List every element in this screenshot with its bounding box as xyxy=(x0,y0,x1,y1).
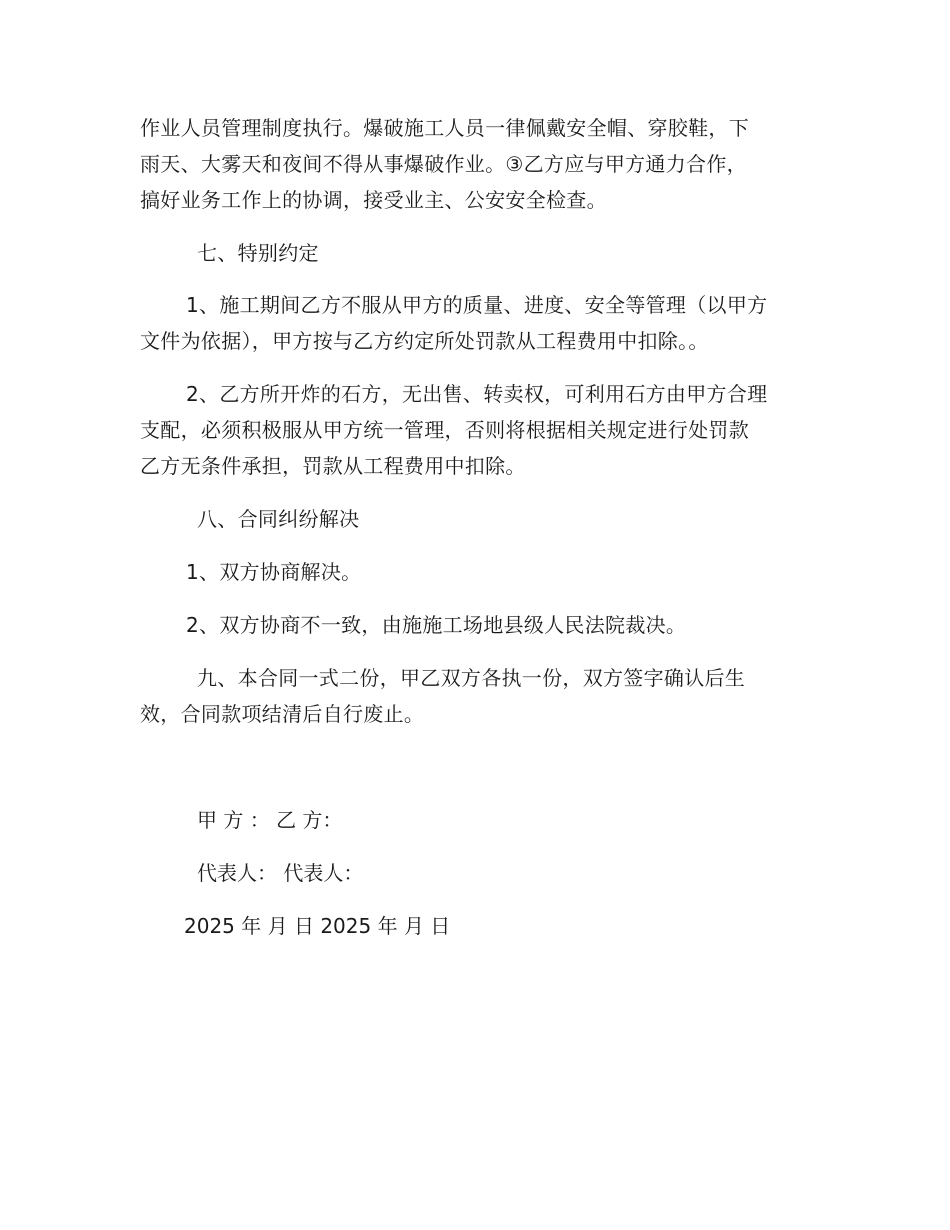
safety-paragraph-line-3: 搞好业务工作上的协调，接受业主、公安安全检查。 xyxy=(140,188,607,212)
section-8-item-2: 2、双方协商不一致，由施施工场地县级人民法院裁决。 xyxy=(186,613,687,637)
section-8-item-1: 1、双方协商解决。 xyxy=(186,560,362,584)
safety-paragraph-line-2: 雨天、大雾天和夜间不得从事爆破作业。③乙方应与甲方通力合作， xyxy=(140,152,747,176)
section-9-line-1: 九、本合同一式二份，甲乙双方各执一份，双方签字确认后生 xyxy=(197,666,746,690)
section-7-item-2-line-1: 2、乙方所开炸的石方，无出售、转卖权，可利用石方由甲方合理 xyxy=(186,382,768,406)
signature-party-line: 甲 方 ： 乙 方： xyxy=(197,808,343,832)
safety-paragraph-line-1: 作业人员管理制度执行。爆破施工人员一律佩戴安全帽、穿胶鞋，下 xyxy=(140,116,749,140)
section-7-title: 七、特别约定 xyxy=(197,241,319,265)
section-9-line-2: 效，合同款项结清后自行废止。 xyxy=(140,702,425,726)
section-7-item-1-line-2: 文件为依据），甲方按与乙方约定所处罚款从工程费用中扣除。。 xyxy=(140,329,709,353)
section-7-item-1-line-1: 1、施工期间乙方不服从甲方的质量、进度、安全等管理（以甲方 xyxy=(186,293,768,317)
signature-representative-line: 代表人： 代表人： xyxy=(197,861,364,885)
section-7-item-2-line-3: 乙方无条件承担，罚款从工程费用中扣除。 xyxy=(140,454,526,478)
signature-date-line: 2025 年 月 日 2025 年 月 日 xyxy=(184,914,451,938)
section-7-item-2-line-2: 支配，必须积极服从甲方统一管理，否则将根据相关规定进行处罚款 xyxy=(140,418,749,442)
section-8-title: 八、合同纠纷解决 xyxy=(197,507,360,531)
